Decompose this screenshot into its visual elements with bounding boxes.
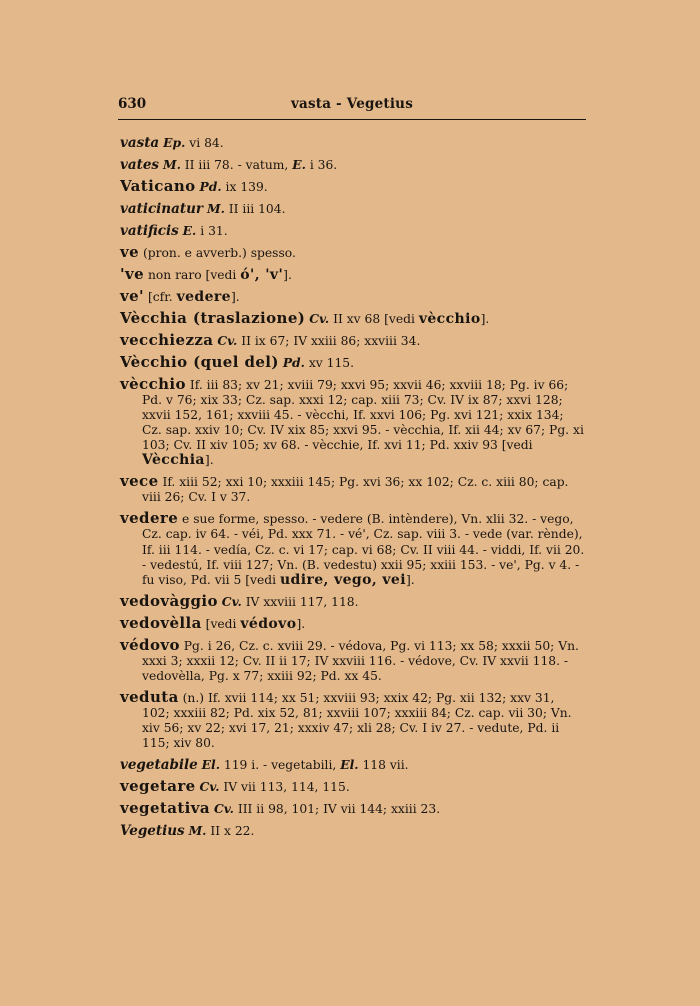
source-ref: El. [201, 757, 220, 773]
entry-ve-apostrophe [120, 286, 585, 305]
entry-vegetativa [120, 801, 585, 817]
entry-text: If. xiii 52; xxi 10; xxxiii 145; Pg. xvi 36; xx 102; Cz. c. xiii 80; cap. viii 26; Cv. I v 37. [142, 475, 569, 505]
entry-vecchio-quel-del [120, 352, 585, 371]
entry-vecchia-traslazione [120, 308, 585, 327]
entry-vecchiezza [120, 330, 585, 349]
entry-text: ]. [405, 572, 415, 587]
entry-veduta [120, 687, 585, 751]
page-number: 630 [118, 96, 147, 112]
lemma: vegetabile [120, 757, 198, 774]
lemma: védovo [120, 635, 180, 654]
entry-text: xv 115. [304, 355, 355, 370]
source-ref: El. [340, 757, 359, 773]
lemma: ve [120, 242, 140, 261]
entry-apostrophe-ve [120, 264, 585, 283]
entry-text: i 36. [305, 157, 338, 172]
entry-text: (n.) If. xvii 114; xx 51; xxviii 93; xxix 42; Pg. xii 132; xxv 31, 102; xxxiii 82; Pd. xix 52, 81; xxviii 107; xxxiii 84; Cz. cap. vii 30; Vn. xiv 56; xv 22; xvi 17, 21; xxxiv 47; xli 28; Cv. I iv 27. - vedute, Pd. ii 115; xiv 80. [142, 690, 572, 751]
entry-text: non raro [vedi [144, 267, 241, 282]
source-ref: Ep. [163, 135, 186, 150]
entry-vegetare [120, 779, 585, 795]
lemma: veduta [120, 687, 179, 706]
lemma: vaticinatur [120, 200, 204, 217]
entry-text: III ii 98, 101; IV vii 144; xxiii 23. [233, 802, 441, 817]
entry-vegetius [120, 823, 585, 839]
entry-text: II x 22. [206, 824, 255, 839]
source-ref: M. [206, 200, 225, 216]
entry-text: If. iii 83; xv 21; xviii 79; xxvi 95; xxvii 46; xxviii 18; Pg. iv 66; Pd. v 76; xix 33; Cz. sap. xxxi 12; cap. xiii 73; Cv. IV ix 87; xxvi 128; xxvii 152, 161; xxviii 45. - vècchi, If. xxvi 106; Pg. xvi 121; xxix 134; Cz. sap. xxiv 10; Cv. IV xix 85; xxvi 95. - vècchia, If. xii 44; xv 67; Pg. xi 103; Cv. II xiv 105; xv 68. - vècchie, If. xvi 11; Pd. xxiv 93 [vedi [142, 377, 584, 453]
entry-text: i 31. [196, 223, 228, 238]
entry-text: vi 84. [185, 136, 224, 150]
cross-reference: ó', 'v' [240, 266, 284, 283]
lemma: vegetare [120, 777, 196, 796]
source-ref: E. [182, 222, 197, 238]
source-ref: M. [188, 823, 207, 839]
lemma: vecchiezza [120, 330, 214, 349]
entry-text: IV vii 113, 114, 115. [219, 780, 350, 795]
page-header [118, 96, 586, 116]
lemma: vates [120, 156, 160, 173]
entry-text: 119 i. - vegetabili, [219, 758, 341, 773]
entry-list [120, 135, 585, 845]
entry-vecchio [120, 374, 585, 469]
entry-text: ]. [283, 267, 292, 282]
entry-text: [vedi [201, 616, 241, 631]
cross-reference: vedere [176, 288, 231, 305]
header-rule [118, 119, 586, 120]
entry-text: ]. [204, 453, 214, 468]
entry-text: ix 139. [221, 179, 268, 194]
lemma: ve' [120, 286, 145, 305]
entry-vaticinatur [120, 201, 585, 217]
source-ref: M. [162, 156, 181, 172]
entry-text: II xv 68 [vedi [329, 311, 419, 326]
entry-vates [120, 157, 585, 173]
entry-text: ]. [480, 311, 490, 326]
lemma: Vècchio (quel del) [120, 352, 279, 371]
entry-vedovo [120, 635, 585, 684]
entry-text: ]. [230, 289, 240, 304]
entry-ve [120, 242, 585, 261]
lemma: Vaticano [120, 176, 196, 195]
source-ref: Cv. [199, 779, 220, 795]
lemma: vedovèlla [120, 613, 202, 632]
entry-vegetabile [120, 757, 585, 773]
lemma: vece [120, 472, 159, 491]
entry-text: [cfr. [144, 289, 177, 304]
cross-reference: vècchio [418, 310, 481, 327]
lemma: vegetativa [120, 799, 211, 818]
source-ref: E. [292, 156, 306, 172]
entry-text: IV xxviii 117, 118. [241, 594, 359, 609]
lemma: 've [120, 264, 145, 283]
source-ref: Cv. [221, 593, 242, 609]
cross-reference: védovo [240, 615, 297, 632]
entry-text: Pg. i 26, Cz. c. xviii 29. - védova, Pg. vi 113; xx 58; xxxii 50; Vn. xxxi 3; xxxii 12; Cv. II ii 17; IV xxviii 116. - védove, Cv. IV xxvii 118. - vedovèlla, Pg. x 77; xxiii 92; Pd. xx 45. [142, 638, 579, 683]
entry-vedovaggio [120, 591, 585, 610]
lemma: vasta [120, 135, 160, 151]
source-ref: Cv. [213, 801, 234, 817]
running-title: vasta - Vegetius [290, 96, 413, 112]
entry-text: e sue forme, spesso. - vedere (B. intèndere), Vn. xlii 32. - vego, Cz. cap. iv 64. - véi, Pd. xxx 71. - vé', Cz. sap. viii 3. - vede (var. rènde), If. iii 114. - vedía, Cz. c. vi 17; cap. vi 68; Cv. II viii 44. - viddi, If. vii 20. - vedestú, If. viii 127; Vn. (B. vedestu) xxii 95; xxiii 153. - ve', Pg. v 4. - fu viso, Pd. vii 5 [vedi [142, 512, 585, 587]
source-ref: Pd. [199, 178, 222, 194]
entry-vedovella [120, 613, 585, 632]
lemma: Vècchia (traslazione) [120, 308, 306, 327]
entry-vedere [120, 511, 585, 587]
lemma: vatificis [120, 222, 179, 239]
entry-text: (pron. e avverb.) spesso. [139, 245, 296, 260]
entry-text: ]. [296, 616, 306, 631]
source-ref: Cv. [309, 310, 330, 326]
lemma: vedere [120, 509, 179, 528]
lemma: vedovàggio [120, 591, 218, 610]
cross-reference: udire, vego, vei [279, 571, 406, 588]
entry-text: 118 vii. [358, 758, 409, 773]
lemma: vècchio [120, 374, 186, 393]
entry-vece [120, 474, 585, 505]
source-ref: Pd. [282, 354, 305, 370]
entry-vatificis [120, 223, 585, 239]
entry-text: II iii 78. - vatum, [180, 157, 293, 172]
entry-vasta [120, 135, 585, 151]
entry-vaticano [120, 176, 585, 195]
entry-text: II ix 67; IV xxiii 86; xxviii 34. [237, 333, 421, 348]
lemma: Vegetius [120, 823, 185, 840]
entry-text: II iii 104. [224, 201, 286, 216]
source-ref: Cv. [217, 332, 238, 348]
cross-reference: Vècchia [142, 452, 205, 469]
